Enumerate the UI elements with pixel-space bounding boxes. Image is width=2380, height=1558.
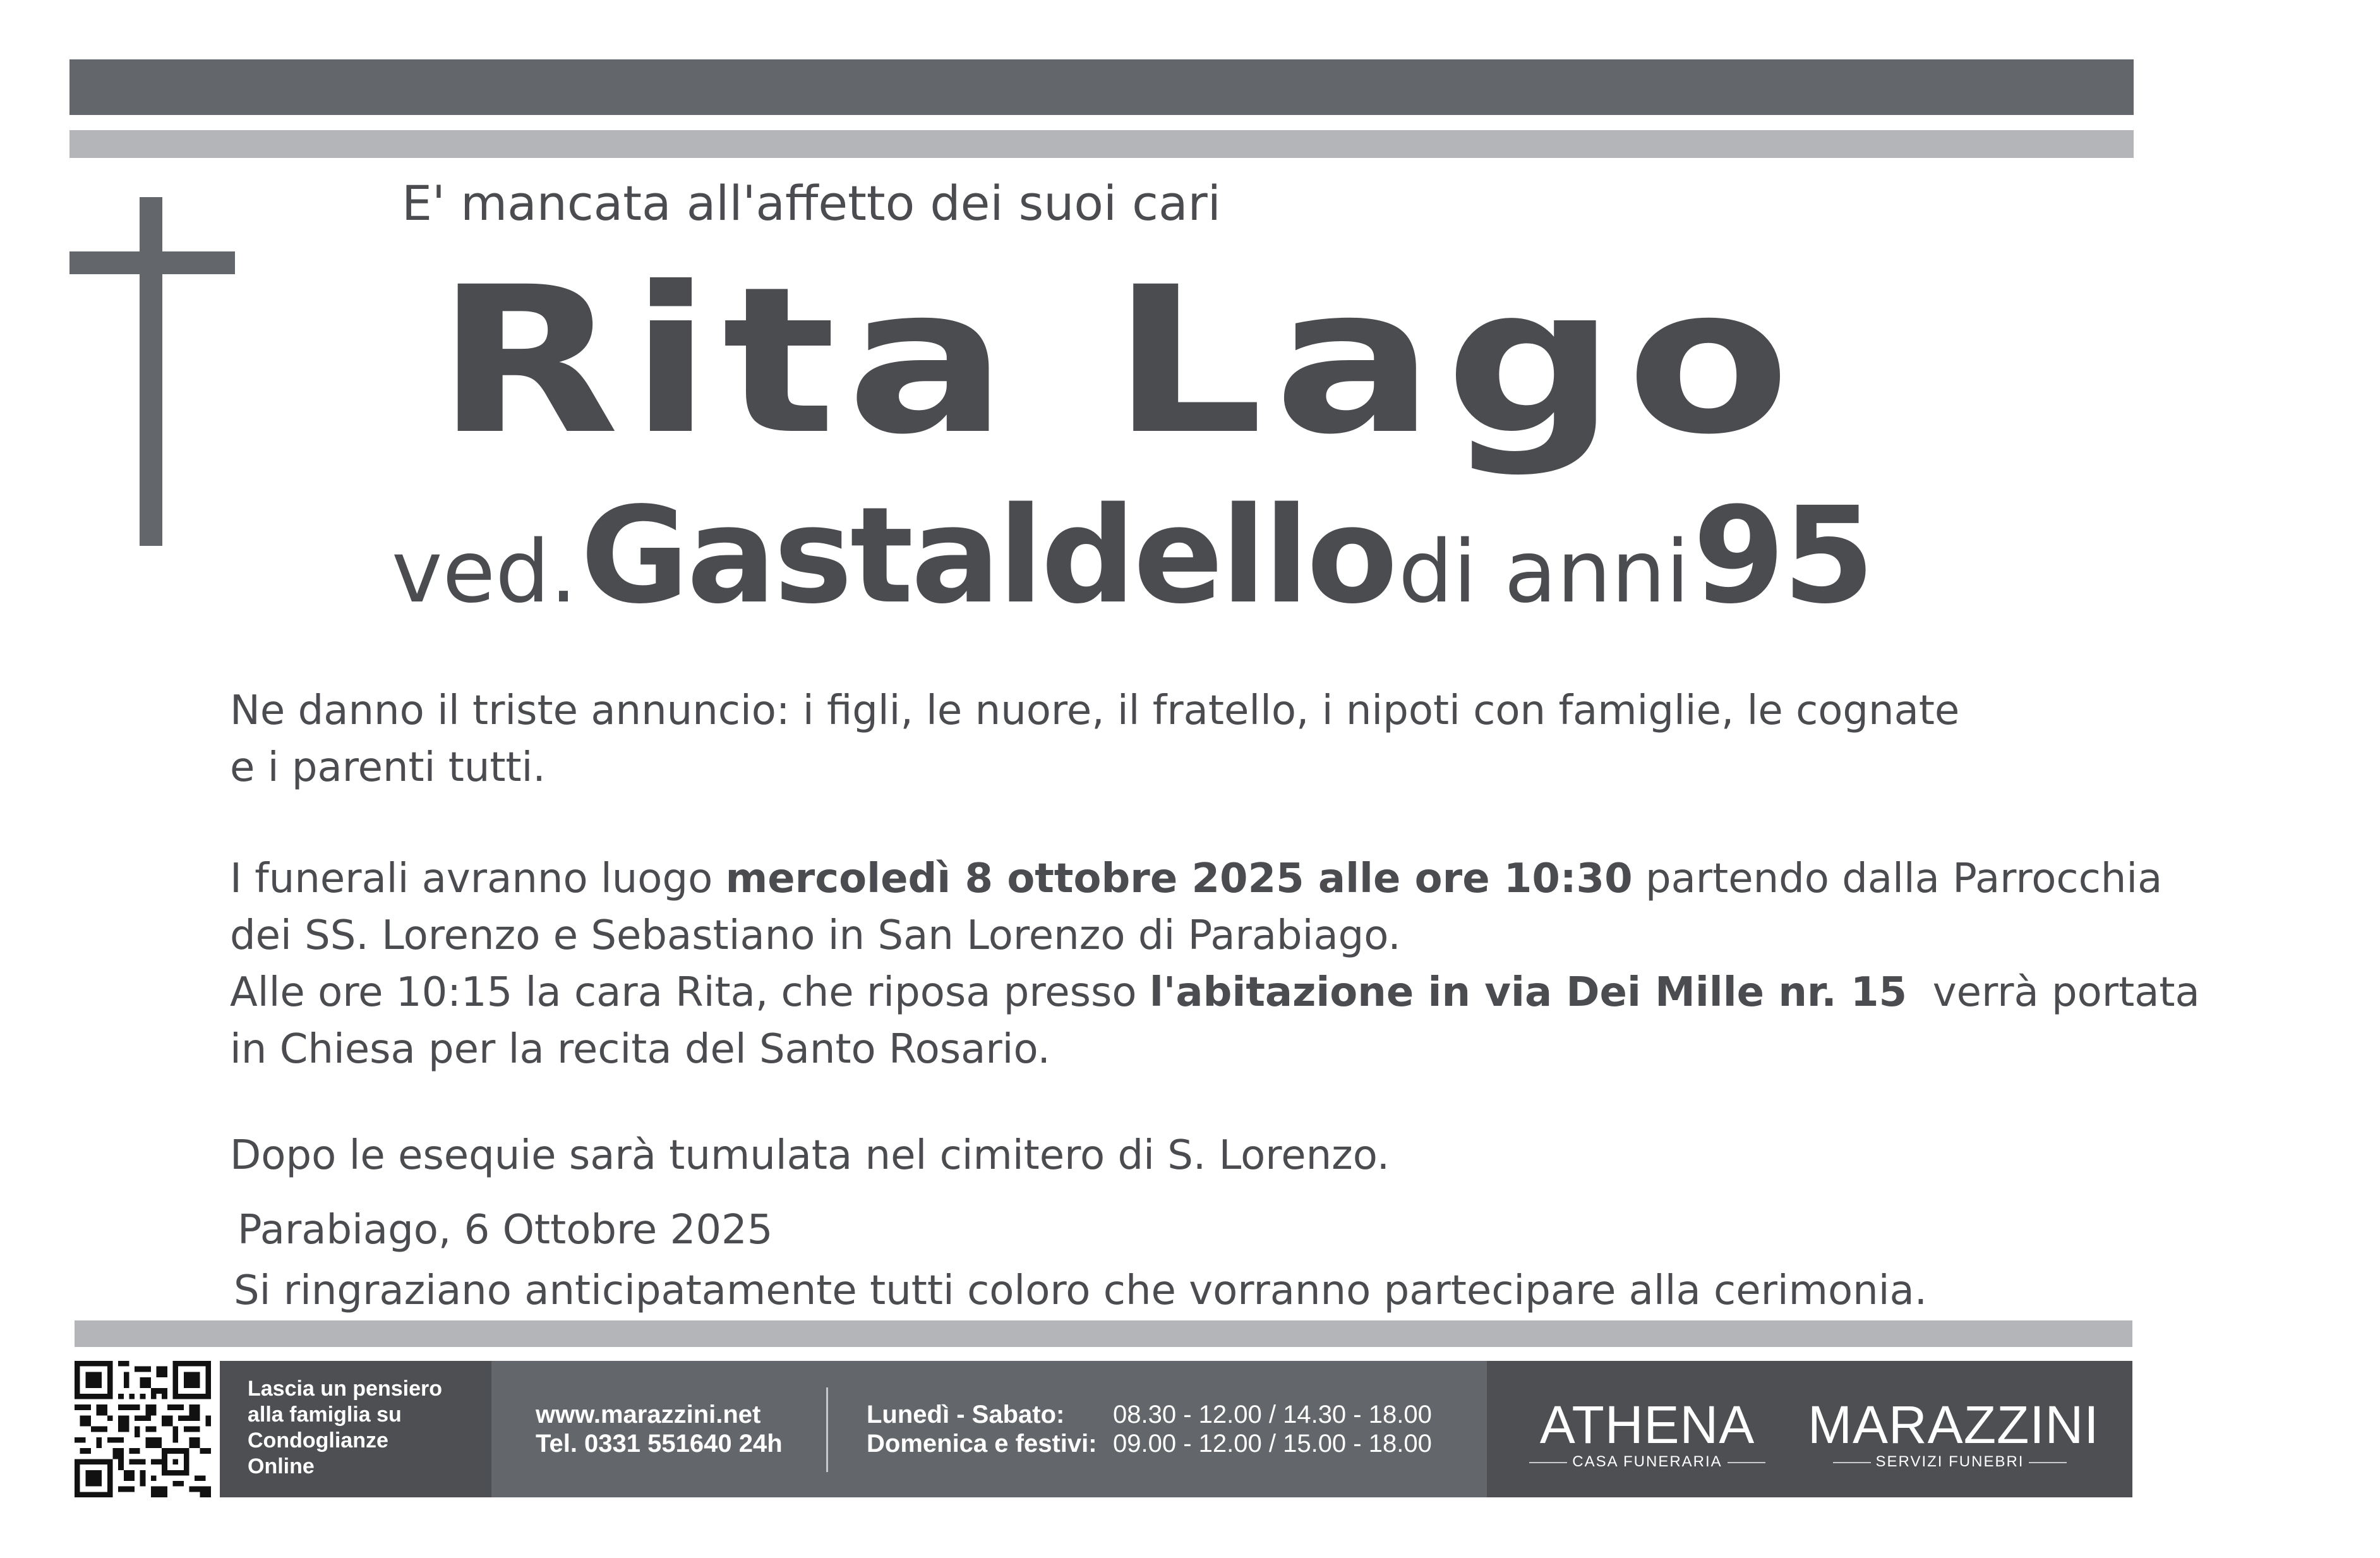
phone-number[interactable]: Tel. 0331 551640 24h [536,1430,783,1458]
condolences-line-4: Online [248,1454,315,1478]
hours-labels [867,1400,1097,1458]
condolences-line-2: alla famiglia su [248,1403,402,1427]
footer-divider [826,1387,828,1472]
funeral-line-2: dei SS. Lorenzo e Sebastiano in San Lorenzo di Parabiago. [230,912,1401,959]
announcement-line-1: Ne danno il triste annuncio: i figli, le nuore, il fratello, i nipoti con famiglie, le cognate [230,687,1960,734]
ved-label: ved. [392,522,577,622]
announcement-paragraph [230,682,1959,796]
marazzini-logo-sub: SERVIZI FUNEBRI [1875,1453,2024,1470]
place-date: Parabiago, 6 Ottobre 2025 [237,1207,773,1253]
top-dark-band [69,59,2134,115]
marazzini-logo [1808,1395,2100,1471]
qr-code-icon[interactable] [75,1361,211,1497]
marazzini-logo-main: MARAZZINI [1808,1395,2100,1454]
condolences-text [248,1376,442,1480]
funeral-line-1-a: I funerali avranno luogo [230,855,726,902]
holidays-hours: 09.00 - 12.00 / 15.00 - 18.00 [1113,1430,1432,1458]
condolences-line-3: Condoglianze [248,1428,388,1452]
condolences-line-1: Lascia un pensiero [248,1377,442,1401]
funeral-line-4: in Chiesa per la recita del Santo Rosario. [230,1026,1050,1073]
funeral-line-3 [230,964,2200,1021]
announcement-line-2: e i parenti tutti. [230,744,546,791]
hours-values [1113,1400,1432,1458]
weekdays-hours: 08.30 - 12.00 / 14.30 - 18.00 [1113,1401,1432,1428]
deceased-name: Rita Lago [436,244,1801,479]
cross-icon-horizontal [69,251,235,274]
top-light-band [69,130,2134,158]
funeral-address: l'abitazione in via Dei Mille nr. 15 [1149,969,1907,1016]
intro-text: E' mancata all'affetto dei suoi cari [402,175,1221,231]
age-prefix: di anni [1398,522,1690,622]
weekdays-label: Lunedì - Sabato: [867,1401,1065,1428]
funeral-line-3-c: verrà portata [1907,969,2200,1016]
contact-info [536,1400,783,1458]
funeral-line-1 [230,850,2200,907]
burial-text: Dopo le esequie sarà tumulata nel cimitero di S. Lorenzo. [230,1132,1390,1179]
athena-logo-sub: CASA FUNERARIA [1572,1453,1722,1470]
funeral-paragraph [230,850,2200,1078]
age-value: 95 [1693,478,1873,633]
holidays-label: Domenica e festivi: [867,1430,1097,1458]
footer-light-band [75,1320,2132,1347]
funeral-line-3-a: Alle ore 10:15 la cara Rita, che riposa presso [230,969,1150,1016]
funeral-line-1-c: partendo dalla Parrocchia [1632,855,2163,902]
married-name: Gastaldello [580,478,1395,633]
thanks-text: Si ringraziano anticipatamente tutti coloro che vorranno partecipare alla cerimonia. [234,1267,1928,1314]
athena-logo-main: ATHENA [1539,1395,1755,1454]
website-link[interactable]: www.marazzini.net [536,1401,761,1428]
funeral-date-time: mercoledì 8 ottobre 2025 alle ore 10:30 [725,855,1633,902]
name-subline [392,478,1873,668]
cross-icon-vertical [140,197,162,546]
athena-logo [1524,1396,1771,1471]
